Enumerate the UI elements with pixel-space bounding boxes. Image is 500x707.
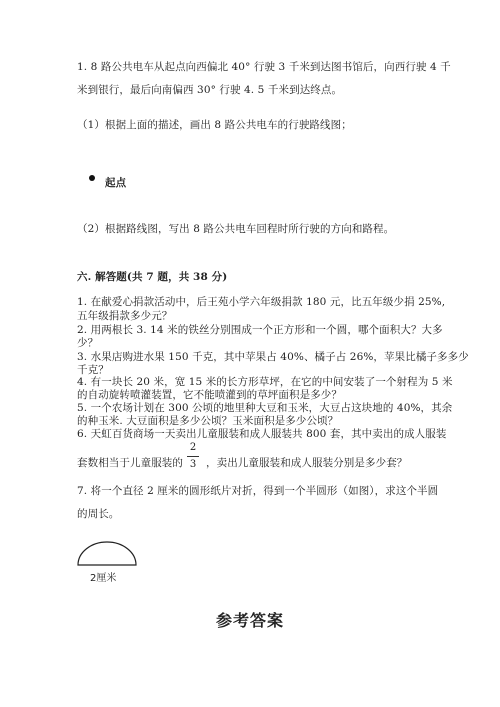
section-heading: 六. 解答题(共 7 题，共 38 分) <box>77 271 228 283</box>
fraction-two-thirds <box>186 442 200 471</box>
origin-label: 起点 <box>105 177 127 189</box>
problem-6-line1: 6. 天虹百货商场一天卖出儿童服装和成人服装共 800 套，其中卖出的成人服装 <box>77 428 447 440</box>
problem-2-line2: 少？ <box>77 337 99 349</box>
problem-4-line1: 4. 有一块长 20 米，宽 15 米的长方形草坪，在它的中间安装了一个射程为 5 米 <box>77 376 453 388</box>
q1-line2: 米到银行，最后向南偏西 30° 行驶 4. 5 千米到达终点。 <box>77 84 343 96</box>
answers-title: 参考答案 <box>215 611 284 630</box>
q1-subquestion-1: （1）根据上面的描述，画出 8 路公共电车的行驶路线图； <box>77 119 352 131</box>
problem-7-line1: 7. 将一个直径 2 厘米的圆形纸片对折，得到一个半圆形（如图），求这个半圆 <box>77 485 439 497</box>
problem-5-line1: 5. 一个农场计划在 300 公顷的地里种大豆和玉米，大豆占这块地的 40%，其余 <box>77 402 453 414</box>
semicircle-shape <box>78 542 136 565</box>
problem-7-line2: 的周长。 <box>77 508 120 520</box>
fraction-numerator: 2 <box>189 442 197 453</box>
fraction-denominator: 3 <box>189 459 197 470</box>
semicircle-figure <box>76 540 138 570</box>
problem-1-line1: 1. 在献爱心捐款活动中，后王苑小学六年级捐款 180 元，比五年级少捐 25%, <box>77 296 446 308</box>
fraction-bar <box>187 456 199 457</box>
q1-subquestion-2: （2）根据路线图，写出 8 路公共电车回程时所行驶的方向和路程。 <box>77 223 395 235</box>
problem-3-line1: 3. 水果店购进水果 150 千克，其中苹果占 40%、橘子占 26%，苹果比橘子多多少 <box>77 351 469 363</box>
problem-3-line2: 千克？ <box>77 364 109 376</box>
problem-4-line2: 的自动旋转喷灌装置，它不能喷灌到的草坪面积是多少？ <box>77 389 342 401</box>
problem-2-line1: 2. 用两根长 3. 14 米的铁丝分别围成一个正方形和一个圆，哪个面积大？大多 <box>77 324 443 336</box>
problem-5-line2: 的种玉米. 大豆面积是多少公顷？玉米面积是多少公顷？ <box>77 415 339 427</box>
problem-6-line2-pre: 套数相当于儿童服装的 <box>77 457 183 469</box>
q1-line1: 1. 8 路公共电车从起点向西偏北 40° 行驶 3 千米到达图书馆后，向西行驶 4 千 <box>77 61 451 73</box>
problem-6-line2-post: ，卖出儿童服装和成人服装分别是多少套？ <box>206 457 408 469</box>
semicircle-diameter-label: 2厘米 <box>90 573 117 584</box>
problem-1-line2: 五年级捐款多少元？ <box>77 310 173 322</box>
origin-dot <box>89 175 95 181</box>
